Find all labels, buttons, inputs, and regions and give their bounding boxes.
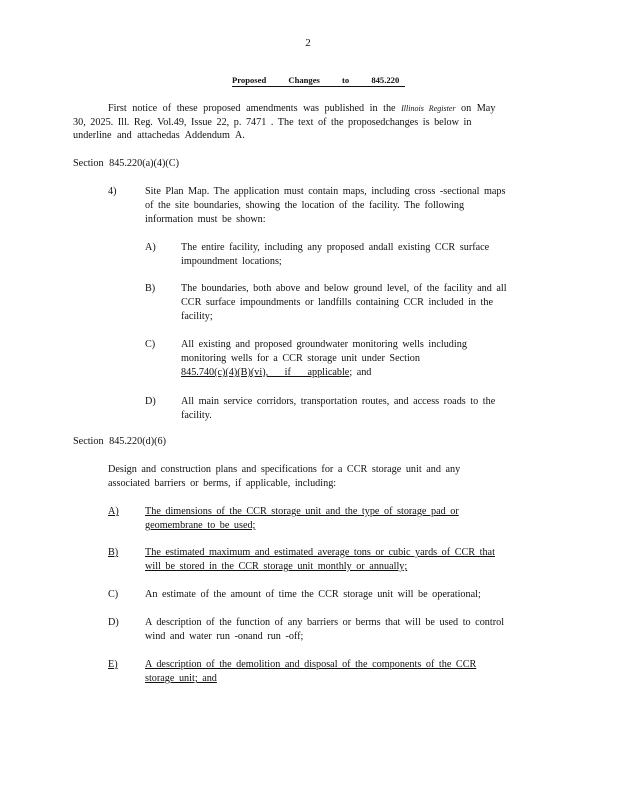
sub-item-line: The boundaries, both above and below ground level, of the facility and all	[181, 283, 507, 294]
sub-item-text	[181, 241, 537, 269]
page-title	[232, 74, 399, 87]
section-heading-2: Section 845.220(d)(6)	[73, 436, 166, 447]
sub-item-number: C)	[145, 339, 156, 350]
list-item-line: will be stored in the CCR storage unit monthly or annually;	[145, 561, 408, 572]
list-item-line: A description of the demolition and disposal of the components of the CCR	[145, 659, 477, 670]
list-number: E)	[108, 659, 118, 670]
list-number: A)	[108, 506, 119, 517]
sub-item-line: All main service corridors, transportation routes, and access roads to the	[181, 396, 496, 407]
sub-item-number: A)	[145, 242, 156, 253]
list-number: B)	[108, 547, 119, 558]
list-item-line: An estimate of the amount of time the CCR storage unit will be operational;	[145, 589, 481, 600]
sub-item-line: facility.	[181, 410, 212, 421]
list-item-line: A description of the function of any barriers or berms that will be used to control	[145, 617, 505, 628]
title-underline	[232, 86, 405, 87]
intro-line-1-after: on May	[461, 103, 496, 114]
sub-item-tail: ; and	[349, 367, 372, 378]
site-plan-line: of the site boundaries, showing the location of the facility. The following	[145, 200, 465, 211]
list-number: D)	[108, 617, 119, 628]
list-item-text	[145, 546, 535, 574]
inserted-text: 845.740(c)(4)(B)(vi), if applicable	[181, 367, 350, 378]
sub-item-text	[181, 338, 537, 380]
site-plan-line: information must be shown:	[145, 214, 266, 225]
list-item-text	[145, 588, 535, 602]
list-item-text	[145, 616, 535, 644]
sub-item-line: All existing and proposed groundwater monitoring wells including	[181, 339, 467, 350]
item-number: 4)	[108, 186, 117, 197]
register-italic: Illinois Register	[401, 104, 456, 113]
sub-item-text	[181, 395, 537, 423]
page-title-text: Proposed Changes to 845.220	[232, 75, 400, 85]
sub-item-text	[181, 282, 537, 324]
intro-line-1-text: First notice of these proposed amendments was published in the	[108, 103, 396, 114]
list-item-text	[145, 505, 535, 533]
sub-item-line: facility;	[181, 311, 213, 322]
sub-item-line: CCR surface impoundments or landfills containing CCR included in the	[181, 297, 493, 308]
list-item-line: wind and water run -onand run -off;	[145, 631, 304, 642]
sub-item-line: monitoring wells for a CCR storage unit under Section	[181, 353, 420, 364]
list-number: C)	[108, 589, 119, 600]
site-plan-paragraph	[145, 185, 541, 227]
design-paragraph	[108, 463, 534, 491]
list-item-line: The dimensions of the CCR storage unit and the type of storage pad or	[145, 506, 459, 517]
list-item-line: geomembrane to be used;	[145, 520, 256, 531]
sub-item-line: The entire facility, including any proposed andall existing CCR surface	[181, 242, 490, 253]
design-line: Design and construction plans and specifications for a CCR storage unit and any	[108, 464, 461, 475]
sub-item-line	[181, 366, 537, 380]
list-item-line: The estimated maximum and estimated average tons or cubic yards of CCR that	[145, 547, 495, 558]
intro-line-1	[108, 102, 534, 115]
sub-item-number: B)	[145, 283, 156, 294]
site-plan-line: Site Plan Map. The application must contain maps, including cross -sectional maps	[145, 186, 506, 197]
section-heading-1: Section 845.220(a)(4)(C)	[73, 158, 179, 169]
list-item-line: storage unit; and	[145, 673, 217, 684]
page-number: 2	[305, 37, 311, 49]
intro-line-3: underline and attachedas Addendum A.	[73, 130, 245, 141]
sub-item-line: impoundment locations;	[181, 256, 282, 267]
design-line: associated barriers or berms, if applicable, including:	[108, 478, 337, 489]
list-item-text	[145, 658, 535, 686]
sub-item-number: D)	[145, 396, 156, 407]
intro-line-2: 30, 2025. Ill. Reg. Vol.49, Issue 22, p. 7471 . The text of the proposedchanges is below in	[73, 117, 472, 128]
